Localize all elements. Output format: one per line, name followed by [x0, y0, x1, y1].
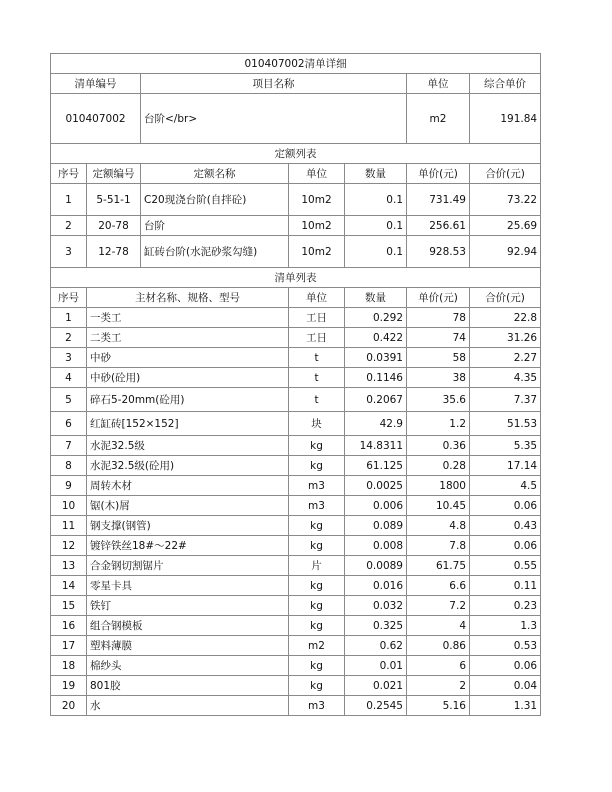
total-price: 7.37: [470, 388, 541, 412]
total-price: 0.23: [470, 596, 541, 616]
unit-price: 7.8: [407, 536, 470, 556]
unit: 工日: [289, 328, 345, 348]
quantity: 0.021: [345, 676, 407, 696]
material-name: 周转木材: [87, 476, 289, 496]
quota-title-row: [51, 144, 541, 164]
row-no: 9: [51, 476, 87, 496]
unit-price: 2: [407, 676, 470, 696]
quota-code: 20-78: [87, 216, 141, 236]
unit: kg: [289, 576, 345, 596]
total-price: 2.27: [470, 348, 541, 368]
unit-price: 4.8: [407, 516, 470, 536]
material-name: 碎石5-20mm(砼用): [87, 388, 289, 412]
unit: m3: [289, 696, 345, 716]
header-cell: 序号: [51, 164, 87, 184]
material-name: 水泥32.5级(砼用): [87, 456, 289, 476]
unit: kg: [289, 616, 345, 636]
header-cell: 数量: [345, 164, 407, 184]
header-cell: 单位: [289, 164, 345, 184]
unit-price: 731.49: [407, 184, 470, 216]
unit-price: 928.53: [407, 236, 470, 268]
header-cell: 序号: [51, 288, 87, 308]
unit: kg: [289, 456, 345, 476]
row-no: 16: [51, 616, 87, 636]
header-cell: 单位: [289, 288, 345, 308]
table-row: [51, 676, 541, 696]
table-row: [51, 348, 541, 368]
header-cell: 数量: [345, 288, 407, 308]
header-cell: 清单编号: [51, 74, 141, 94]
header-cell: 项目名称: [141, 74, 407, 94]
header-cell: 单价(元): [407, 164, 470, 184]
unit: kg: [289, 656, 345, 676]
table-row: [51, 496, 541, 516]
total-price: 22.8: [470, 308, 541, 328]
unit-price: 38: [407, 368, 470, 388]
table-title: 010407002清单详细: [51, 54, 541, 74]
material-name: 锯(木)屑: [87, 496, 289, 516]
unit: m3: [289, 476, 345, 496]
unit-price: 4: [407, 616, 470, 636]
table-row: [51, 696, 541, 716]
header-cell: 定额编号: [87, 164, 141, 184]
total-price: 4.35: [470, 368, 541, 388]
unit-price: 6: [407, 656, 470, 676]
quantity: 0.01: [345, 656, 407, 676]
table-row: [51, 436, 541, 456]
unit: t: [289, 348, 345, 368]
title-row: [51, 54, 541, 74]
unit-price: 1800: [407, 476, 470, 496]
unit-price: 5.16: [407, 696, 470, 716]
header-cell: 综合单价: [470, 74, 541, 94]
row-no: 1: [51, 308, 87, 328]
total-price: 0.53: [470, 636, 541, 656]
unit-price: 6.6: [407, 576, 470, 596]
unit: m2: [289, 636, 345, 656]
row-no: 19: [51, 676, 87, 696]
bill-row: [51, 94, 541, 144]
total-price: 0.43: [470, 516, 541, 536]
row-no: 8: [51, 456, 87, 476]
quota-name: 台阶: [141, 216, 289, 236]
table-row: [51, 476, 541, 496]
quantity: 0.1146: [345, 368, 407, 388]
total-price: 17.14: [470, 456, 541, 476]
row-no: 13: [51, 556, 87, 576]
total-price: 1.3: [470, 616, 541, 636]
unit-price: 10.45: [407, 496, 470, 516]
unit: t: [289, 368, 345, 388]
row-no: 17: [51, 636, 87, 656]
table-row: [51, 368, 541, 388]
unit: 块: [289, 412, 345, 436]
total-price: 0.11: [470, 576, 541, 596]
bill-code: 010407002: [51, 94, 141, 144]
unit-price: 0.36: [407, 436, 470, 456]
total-price: 92.94: [470, 236, 541, 268]
header-cell: 定额名称: [141, 164, 289, 184]
material-name: 中砂(砼用): [87, 368, 289, 388]
unit: 工日: [289, 308, 345, 328]
table-row: [51, 216, 541, 236]
quota-code: 5-51-1: [87, 184, 141, 216]
unit: kg: [289, 436, 345, 456]
total-price: 0.06: [470, 536, 541, 556]
material-name: 801胶: [87, 676, 289, 696]
quota-name: 缸砖台阶(水泥砂浆勾缝): [141, 236, 289, 268]
table-row: [51, 412, 541, 436]
unit-price: 0.86: [407, 636, 470, 656]
quota-header-row: [51, 164, 541, 184]
material-name: 镀锌铁丝18#～22#: [87, 536, 289, 556]
total-price: 51.53: [470, 412, 541, 436]
table-row: [51, 516, 541, 536]
quantity: 0.089: [345, 516, 407, 536]
unit-price: 35.6: [407, 388, 470, 412]
unit: t: [289, 388, 345, 412]
table-row: [51, 388, 541, 412]
total-price: 0.04: [470, 676, 541, 696]
row-no: 1: [51, 184, 87, 216]
row-no: 11: [51, 516, 87, 536]
material-name: 零星卡具: [87, 576, 289, 596]
row-no: 4: [51, 368, 87, 388]
quantity: 0.016: [345, 576, 407, 596]
quota-name: C20现浇台阶(自拌砼): [141, 184, 289, 216]
total-price: 31.26: [470, 328, 541, 348]
material-name: 二类工: [87, 328, 289, 348]
bill-name: 台阶</br>: [141, 94, 407, 144]
table-row: [51, 456, 541, 476]
row-no: 18: [51, 656, 87, 676]
row-no: 5: [51, 388, 87, 412]
row-no: 3: [51, 348, 87, 368]
quantity: 0.0391: [345, 348, 407, 368]
table-row: [51, 236, 541, 268]
quantity: 42.9: [345, 412, 407, 436]
unit: kg: [289, 536, 345, 556]
table-row: [51, 308, 541, 328]
material-name: 钢支撑(钢管): [87, 516, 289, 536]
quantity: 0.62: [345, 636, 407, 656]
table-row: [51, 184, 541, 216]
unit: kg: [289, 516, 345, 536]
table-row: [51, 556, 541, 576]
unit: m3: [289, 496, 345, 516]
quantity: 0.1: [345, 184, 407, 216]
material-name: 水泥32.5级: [87, 436, 289, 456]
material-name: 组合钢模板: [87, 616, 289, 636]
quantity: 0.422: [345, 328, 407, 348]
table-row: [51, 328, 541, 348]
material-title-row: [51, 268, 541, 288]
row-no: 6: [51, 412, 87, 436]
unit-price: 7.2: [407, 596, 470, 616]
header-cell: 主材名称、规格、型号: [87, 288, 289, 308]
unit-price: 1.2: [407, 412, 470, 436]
quantity: 0.1: [345, 236, 407, 268]
total-price: 73.22: [470, 184, 541, 216]
unit-price: 78: [407, 308, 470, 328]
unit: 片: [289, 556, 345, 576]
total-price: 0.55: [470, 556, 541, 576]
material-name: 水: [87, 696, 289, 716]
unit-price: 61.75: [407, 556, 470, 576]
material-name: 棉纱头: [87, 656, 289, 676]
material-name: 一类工: [87, 308, 289, 328]
bill-detail-table: [50, 53, 541, 716]
quantity: 0.1: [345, 216, 407, 236]
quantity: 0.032: [345, 596, 407, 616]
section-title: 清单列表: [51, 268, 541, 288]
material-name: 塑料薄膜: [87, 636, 289, 656]
unit: 10m2: [289, 216, 345, 236]
row-no: 10: [51, 496, 87, 516]
quantity: 0.006: [345, 496, 407, 516]
quantity: 0.2545: [345, 696, 407, 716]
total-price: 5.35: [470, 436, 541, 456]
row-no: 15: [51, 596, 87, 616]
total-price: 0.06: [470, 496, 541, 516]
row-no: 2: [51, 216, 87, 236]
quantity: 0.0025: [345, 476, 407, 496]
header-cell: 合价(元): [470, 288, 541, 308]
material-name: 红缸砖[152×152]: [87, 412, 289, 436]
bill-unit: m2: [407, 94, 470, 144]
table-row: [51, 616, 541, 636]
unit: 10m2: [289, 184, 345, 216]
row-no: 14: [51, 576, 87, 596]
unit-price: 74: [407, 328, 470, 348]
quota-code: 12-78: [87, 236, 141, 268]
header-cell: 单位: [407, 74, 470, 94]
row-no: 2: [51, 328, 87, 348]
table-row: [51, 636, 541, 656]
material-name: 合金钢切割锯片: [87, 556, 289, 576]
unit: kg: [289, 676, 345, 696]
unit-price: 0.28: [407, 456, 470, 476]
table-row: [51, 536, 541, 556]
unit: 10m2: [289, 236, 345, 268]
header-cell: 合价(元): [470, 164, 541, 184]
quantity: 0.2067: [345, 388, 407, 412]
material-name: 中砂: [87, 348, 289, 368]
unit-price: 58: [407, 348, 470, 368]
quantity: 0.325: [345, 616, 407, 636]
total-price: 25.69: [470, 216, 541, 236]
quantity: 0.0089: [345, 556, 407, 576]
row-no: 7: [51, 436, 87, 456]
total-price: 1.31: [470, 696, 541, 716]
unit: kg: [289, 596, 345, 616]
bill-header-row: [51, 74, 541, 94]
table-row: [51, 596, 541, 616]
quantity: 0.008: [345, 536, 407, 556]
unit-price: 256.61: [407, 216, 470, 236]
total-price: 4.5: [470, 476, 541, 496]
table-row: [51, 656, 541, 676]
material-name: 铁钉: [87, 596, 289, 616]
quantity: 61.125: [345, 456, 407, 476]
table-row: [51, 576, 541, 596]
bill-price: 191.84: [470, 94, 541, 144]
row-no: 12: [51, 536, 87, 556]
header-cell: 单价(元): [407, 288, 470, 308]
material-header-row: [51, 288, 541, 308]
section-title: 定额列表: [51, 144, 541, 164]
row-no: 3: [51, 236, 87, 268]
total-price: 0.06: [470, 656, 541, 676]
row-no: 20: [51, 696, 87, 716]
quantity: 0.292: [345, 308, 407, 328]
quantity: 14.8311: [345, 436, 407, 456]
